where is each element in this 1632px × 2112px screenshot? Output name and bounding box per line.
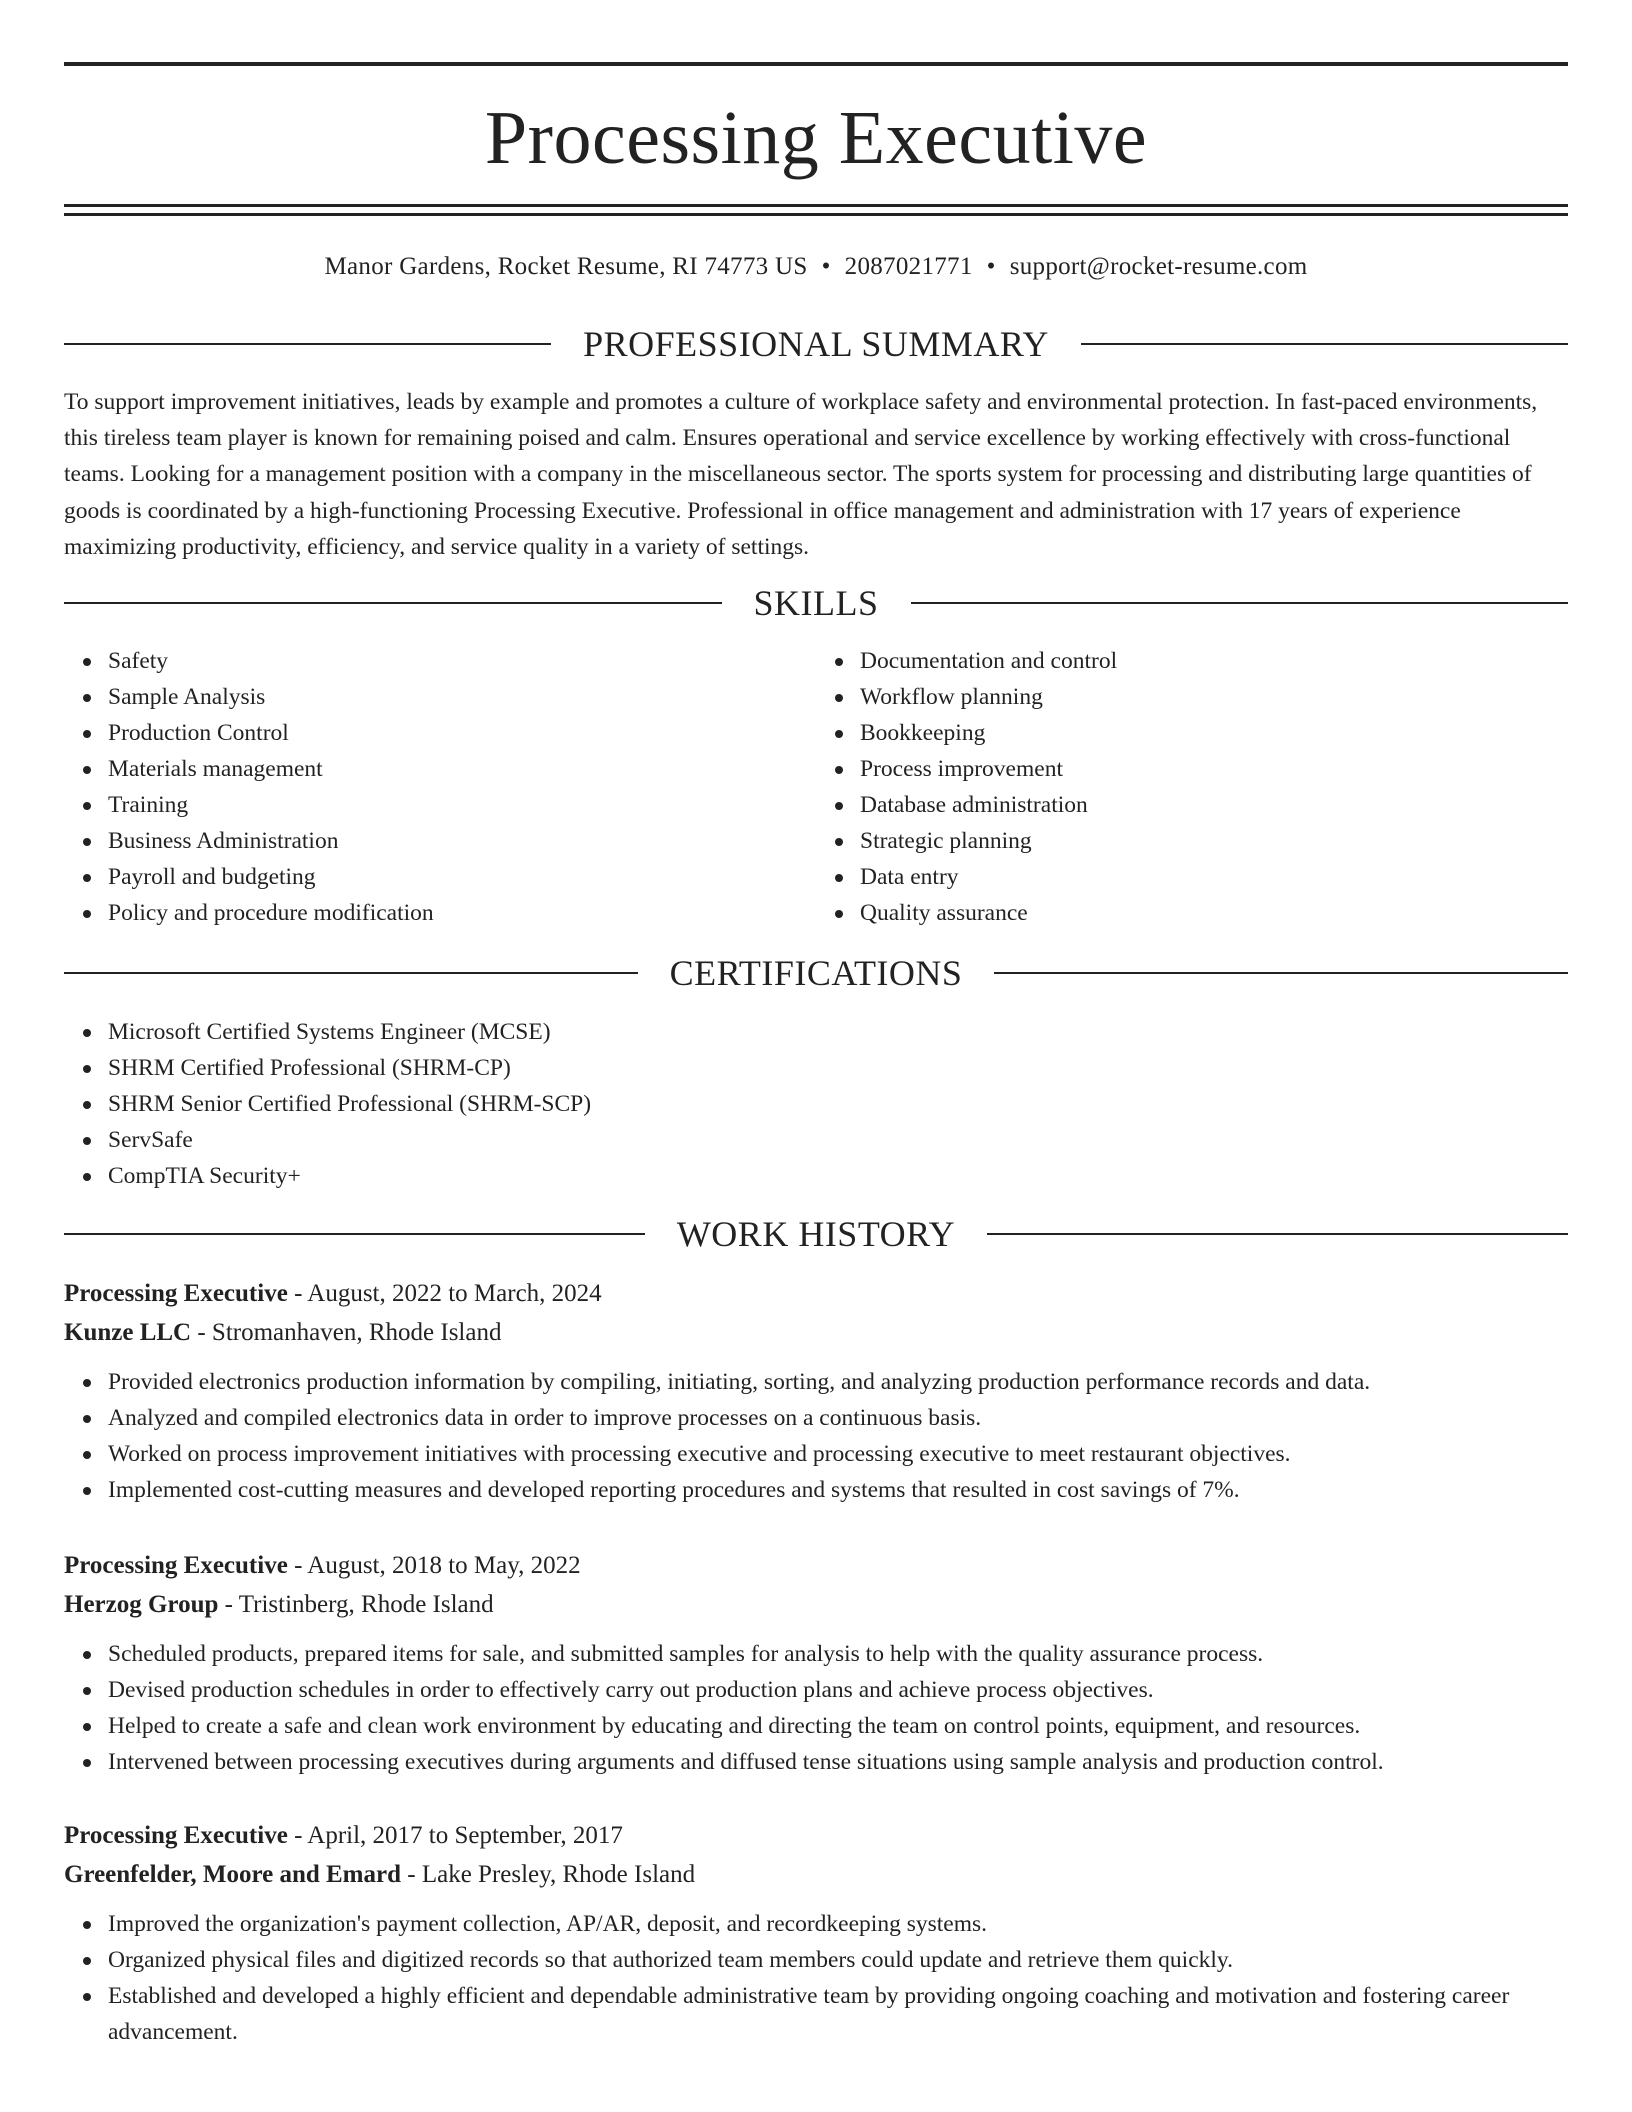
skill-item: Process improvement	[860, 751, 1568, 787]
job-entry	[64, 1546, 1568, 1780]
top-rule	[64, 62, 1568, 66]
job-location: - Tristinberg, Rhode Island	[218, 1591, 494, 1619]
skill-item: Payroll and budgeting	[108, 859, 816, 895]
skill-item: Production Control	[108, 715, 816, 751]
summary-text: To support improvement initiatives, leads by example and promotes a culture of workplace safety and environmental protection. In fast-paced environments, this tireless team player is known for remaining poised and calm. Ensures operational and service excellence by working effectively with cross-functional teams. Looking for a management position with a company in the miscellaneous sector. The sports system for processing and distributing large quantities of goods is coordinated by a high-functioning Processing Executive. Professional in office management and administration with 17 years of experience maximizing productivity, efficiency, and service quality in a variety of settings.	[64, 389, 1538, 560]
job-company: Greenfelder, Moore and Emard	[64, 1861, 401, 1889]
job-company: Herzog Group	[64, 1591, 219, 1619]
job-bullet: Worked on process improvement initiatives with processing executive and processing executive to meet restaurant objectives.	[108, 1436, 1568, 1472]
contact-address: Manor Gardens, Rocket Resume, RI 74773 US	[324, 253, 808, 280]
skill-item: Policy and procedure modification	[108, 895, 816, 931]
job-bullet: Scheduled products, prepared items for sale, and submitted samples for analysis to help with the quality assurance process.	[108, 1636, 1568, 1672]
certification-item: Microsoft Certified Systems Engineer (MCSE)	[108, 1014, 1568, 1050]
job-bullet: Provided electronics production information by compiling, initiating, sorting, and analyzing production performance records and data.	[108, 1364, 1568, 1400]
section-title: WORK HISTORY	[676, 1214, 956, 1255]
certification-item: ServSafe	[108, 1122, 1568, 1158]
job-bullet: Devised production schedules in order to effectively carry out production plans and achieve process objectives.	[108, 1672, 1568, 1708]
skill-item: Strategic planning	[860, 823, 1568, 859]
skill-item: Quality assurance	[860, 895, 1568, 931]
job-dates: - August, 2018 to May, 2022	[287, 1552, 581, 1580]
contact-separator: •	[821, 253, 831, 280]
contact-phone: 2087021771	[844, 253, 973, 280]
section-heading-work-history	[64, 1214, 1568, 1254]
job-bullets	[64, 1364, 1568, 1508]
job-title-line	[64, 1816, 1568, 1855]
job-bullet: Improved the organization's payment collection, AP/AR, deposit, and recordkeeping systems.	[108, 1906, 1568, 1942]
skills-list-left	[64, 643, 816, 931]
job-bullets	[64, 1636, 1568, 1780]
job-company-line	[64, 1313, 1568, 1352]
skill-item: Workflow planning	[860, 679, 1568, 715]
section-heading-certifications	[64, 953, 1568, 993]
certification-item: SHRM Certified Professional (SHRM-CP)	[108, 1050, 1568, 1086]
job-company-line	[64, 1855, 1568, 1894]
job-role: Processing Executive	[64, 1822, 288, 1850]
job-dates: - August, 2022 to March, 2024	[287, 1280, 602, 1308]
job-bullets	[64, 1906, 1568, 2050]
skills-list-right	[816, 643, 1568, 931]
job-title-line	[64, 1274, 1568, 1313]
certification-item: SHRM Senior Certified Professional (SHRM-SCP)	[108, 1086, 1568, 1122]
job-role: Processing Executive	[64, 1552, 288, 1580]
section-title: SKILLS	[753, 583, 879, 624]
contact-email: support@rocket-resume.com	[1009, 253, 1308, 280]
skill-item: Data entry	[860, 859, 1568, 895]
section-heading-summary	[64, 324, 1568, 364]
job-company-line	[64, 1585, 1568, 1624]
job-role: Processing Executive	[64, 1280, 288, 1308]
certifications-list	[64, 1014, 1568, 1194]
resume-page	[64, 0, 1568, 2050]
job-location: - Stromanhaven, Rhode Island	[191, 1319, 502, 1347]
certification-item: CompTIA Security+	[108, 1158, 1568, 1194]
job-bullet: Intervened between processing executives during arguments and diffused tense situations using sample analysis and production control.	[108, 1744, 1568, 1780]
section-title: CERTIFICATIONS	[669, 953, 963, 994]
skill-item: Bookkeeping	[860, 715, 1568, 751]
skill-item: Business Administration	[108, 823, 816, 859]
resume-title: Processing Executive	[484, 96, 1148, 180]
title-double-rule	[64, 204, 1568, 216]
job-bullet: Established and developed a highly efficient and dependable administrative team by providing ongoing coaching and motivation and fostering career advancement.	[108, 1978, 1568, 2050]
job-title-line	[64, 1546, 1568, 1585]
job-location: - Lake Presley, Rhode Island	[401, 1861, 696, 1889]
skill-item: Database administration	[860, 787, 1568, 823]
job-company: Kunze LLC	[64, 1319, 192, 1347]
contact-line	[64, 252, 1568, 282]
skill-item: Documentation and control	[860, 643, 1568, 679]
skill-item: Training	[108, 787, 816, 823]
section-title: PROFESSIONAL SUMMARY	[583, 324, 1049, 364]
job-bullet: Organized physical files and digitized records so that authorized team members could update and retrieve them quickly.	[108, 1942, 1568, 1978]
job-dates: - April, 2017 to September, 2017	[287, 1822, 623, 1850]
job-bullet: Analyzed and compiled electronics data in order to improve processes on a continuous basis.	[108, 1400, 1568, 1436]
skills-columns	[64, 643, 1568, 931]
skill-item: Sample Analysis	[108, 679, 816, 715]
skill-item: Safety	[108, 643, 816, 679]
job-entry	[64, 1816, 1568, 2050]
skill-item: Materials management	[108, 751, 816, 787]
job-entry	[64, 1274, 1568, 1508]
contact-separator: •	[986, 253, 996, 280]
job-bullet: Implemented cost-cutting measures and developed reporting procedures and systems that resulted in cost savings of 7%.	[108, 1472, 1568, 1508]
job-bullet: Helped to create a safe and clean work environment by educating and directing the team on control points, equipment, and resources.	[108, 1708, 1568, 1744]
section-heading-skills	[64, 583, 1568, 623]
